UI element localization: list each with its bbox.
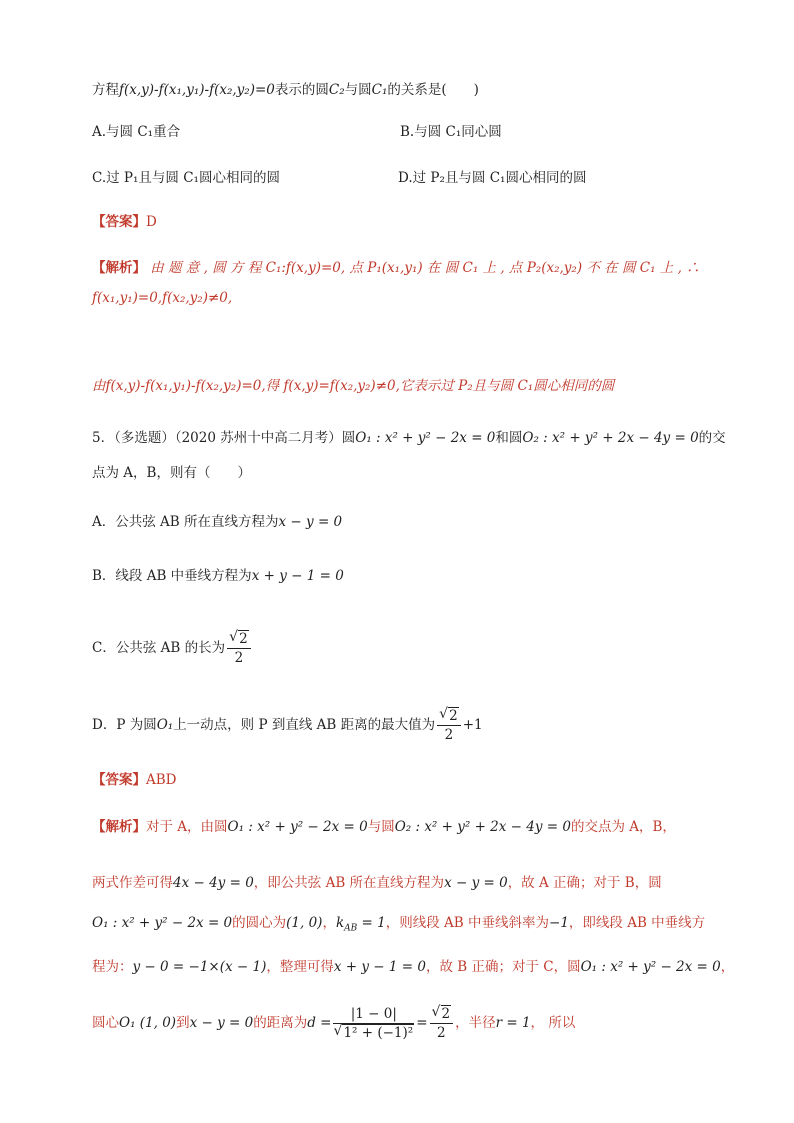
q5-l5-num2: 2 <box>441 1006 451 1022</box>
q4-stem-text2: 表示的圆 <box>274 82 329 98</box>
q5-option-d-fraction <box>437 707 461 744</box>
q4-option-a: A.与圆 C₁重合 <box>92 124 181 140</box>
q5-analysis-line4 <box>92 957 734 977</box>
q4-answer <box>92 212 157 232</box>
q4-options-row1 <box>92 122 180 142</box>
q5-option-b-text: B．线段 AB 中垂线方程为 <box>92 568 252 584</box>
q5-circle-o2-eq: O₂ : x² + y² + 2x − 4y = 0 <box>522 430 699 446</box>
q5-l5-expr1: O₁ (1, 0) <box>119 1015 177 1031</box>
q5-l2-text2: ，即公共弦 AB 所在直线方程为 <box>253 875 445 891</box>
q5-l5-den: 1² + (−1)² <box>343 1025 414 1041</box>
q5-option-d-o1: O₁ <box>156 717 174 733</box>
q5-stem-line1 <box>92 428 726 448</box>
q5-l5-text2: 到 <box>176 1015 190 1031</box>
q5-analysis-line2 <box>92 873 662 893</box>
q4-analysis-line2 <box>92 288 232 308</box>
q5-l4-text1: 程为： <box>92 959 133 975</box>
q4-circle-c1: C₁ <box>371 82 388 98</box>
q5-analysis-text: 对于 A，由圆 <box>146 819 228 835</box>
q5-l3-expr1: O₁ : x² + y² − 2x = 0 <box>92 915 233 931</box>
q5-l4-expr2: x + y − 1 = 0 <box>333 959 426 975</box>
q5-l2-expr1: 4x − 4y = 0 <box>173 875 254 891</box>
q5-analysis-text3: 的交点为 A，B， <box>570 819 676 835</box>
q5-option-d-den: 2 <box>444 727 454 743</box>
q5-analysis-line1 <box>92 817 676 837</box>
q5-analysis-eq2: O₂ : x² + y² + 2x − 4y = 0 <box>394 819 571 835</box>
q5-l5-fraction1 <box>333 1005 414 1042</box>
q5-l5-fraction2 <box>430 1005 454 1042</box>
q5-option-b <box>92 566 344 586</box>
q5-stem-text4: 点为 A，B，则有（ ） <box>92 465 251 481</box>
q5-l4-text4: ， <box>720 959 735 975</box>
q5-l4-expr1: y − 0 = −1×(x − 1) <box>132 959 267 975</box>
q5-stem-text3: 的交 <box>698 430 726 446</box>
q5-l3-k: k <box>335 915 345 931</box>
q5-l5-text1: 圆心 <box>92 1015 119 1031</box>
q5-option-a-expr: x − y = 0 <box>278 514 343 530</box>
q5-l4-text3: ，故 B 正确；对于 C，圆 <box>425 959 581 975</box>
q5-l2-expr2: x − y = 0 <box>444 875 508 891</box>
q4-analysis-line1 <box>92 258 700 278</box>
q4-stem-equation: f(x,y)-f(x₁,y₁)-f(x₂,y₂)=0 <box>119 82 275 98</box>
q5-option-a-text: A．公共弦 AB 所在直线方程为 <box>92 514 279 530</box>
q5-option-d-text: D．P 为圆 <box>92 717 157 733</box>
q5-analysis-tag: 【解析】 <box>92 819 146 835</box>
q5-option-c-num: 2 <box>239 631 248 647</box>
q4-analysis-text2: f(x₁,y₁)=0,f(x₂,y₂)≠0, <box>92 290 233 306</box>
q4-answer-value: D <box>146 214 157 230</box>
q5-analysis-eq1: O₁ : x² + y² − 2x = 0 <box>227 819 368 835</box>
q4-stem-text: 方程 <box>92 82 119 98</box>
q4-stem-text3: 与圆 <box>344 82 372 98</box>
q4-option-b-wrap <box>400 122 502 142</box>
q5-analysis-line3 <box>92 913 705 933</box>
q5-l5-text3: 的距离为 <box>253 1015 308 1031</box>
q5-l3-text3: ，则线段 AB 中垂线斜率为 <box>385 915 550 931</box>
q5-l4-text2: ，整理可得 <box>266 959 334 975</box>
q5-l3-text1: 的圆心为 <box>232 915 287 931</box>
q5-l5-text4: ，半径 <box>455 1015 496 1031</box>
q5-l3-text4: ，即线段 AB 中垂线方 <box>568 915 706 931</box>
q5-l5-eq: = <box>416 1015 428 1031</box>
q5-l2-text1: 两式作差可得 <box>92 875 173 891</box>
q4-option-d: D.过 P₂且与圆 C₁圆心相同的圆 <box>398 170 587 186</box>
q5-option-c <box>92 630 253 667</box>
q5-l3-expr4: −1 <box>549 915 569 931</box>
q5-l5-expr2: x − y = 0 <box>189 1015 254 1031</box>
q5-l3-text2: ， <box>322 915 336 931</box>
q5-analysis-text2: 与圆 <box>367 819 395 835</box>
q5-stem-line2 <box>92 463 251 483</box>
q5-option-d <box>92 707 483 744</box>
q5-l5-radius: r = 1 <box>495 1015 531 1031</box>
q5-stem-text2: 和圆 <box>495 430 523 446</box>
q4-stem <box>92 80 479 100</box>
q5-answer-value: ABD <box>146 772 177 788</box>
q5-l3-expr3 <box>335 915 386 934</box>
q5-answer <box>92 770 177 790</box>
q4-circle-c2: C₂ <box>328 82 345 98</box>
q4-analysis-text3: 由f(x,y)-f(x₁,y₁)-f(x₂,y₂)=0,得 f(x,y)=f(x₂,y₂)≠0,它表示过 P₂且与圆 C₁圆心相同的圆 <box>92 378 615 394</box>
q4-option-b: B.与圆 C₁同心圆 <box>400 124 502 140</box>
q5-l5-d: d = <box>307 1015 332 1031</box>
q5-option-c-fraction <box>227 630 251 667</box>
q5-option-c-den: 2 <box>234 650 244 666</box>
q5-stem-text: 5．（多选题）（2020 苏州十中高二月考）圆 <box>92 430 356 446</box>
q5-answer-tag: 【答案】 <box>92 772 146 788</box>
q5-l3-expr2: (1, 0) <box>286 915 323 931</box>
q5-option-d-text2: 上一动点，则 P 到直线 AB 距离的最大值为 <box>173 717 436 733</box>
q4-option-d-wrap <box>398 168 586 188</box>
q5-analysis-line5 <box>92 1005 575 1042</box>
q4-option-c: C.过 P₁且与圆 C₁圆心相同的圆 <box>92 170 280 186</box>
q5-l5-text5: ， 所以 <box>530 1015 576 1031</box>
q5-l5-num: |1 − 0| <box>333 1005 414 1024</box>
q5-circle-o1-eq: O₁ : x² + y² − 2x = 0 <box>355 430 496 446</box>
q5-option-d-post: +1 <box>462 717 483 733</box>
q5-option-c-text: C．公共弦 AB 的长为 <box>92 640 226 656</box>
q4-stem-text4: 的关系是( ) <box>387 82 479 98</box>
q5-l4-expr3: O₁ : x² + y² − 2x = 0 <box>580 959 721 975</box>
q4-answer-tag: 【答案】 <box>92 214 146 230</box>
q5-option-a <box>92 512 342 532</box>
q4-options-row2 <box>92 168 280 188</box>
q4-analysis-text1: 由 题 意 , 圆 方 程 C₁:f(x,y)=0, 点 P₁(x₁,y₁) 在 圆 C₁ 上 , 点 P₂(x₂,y₂) 不 在 圆 C₁ 上 , ∴ <box>150 260 700 276</box>
q4-analysis-line3 <box>92 376 614 396</box>
q5-option-b-expr: x + y − 1 = 0 <box>251 568 344 584</box>
q5-l3-k-val: = 1 <box>357 915 386 931</box>
q5-l2-text3: ，故 A 正确；对于 B，圆 <box>507 875 662 891</box>
q5-l3-k-sub: AB <box>344 923 358 934</box>
q4-analysis-tag: 【解析】 <box>92 260 146 276</box>
q5-l5-den2: 2 <box>437 1025 446 1041</box>
q5-option-d-num: 2 <box>449 708 458 724</box>
